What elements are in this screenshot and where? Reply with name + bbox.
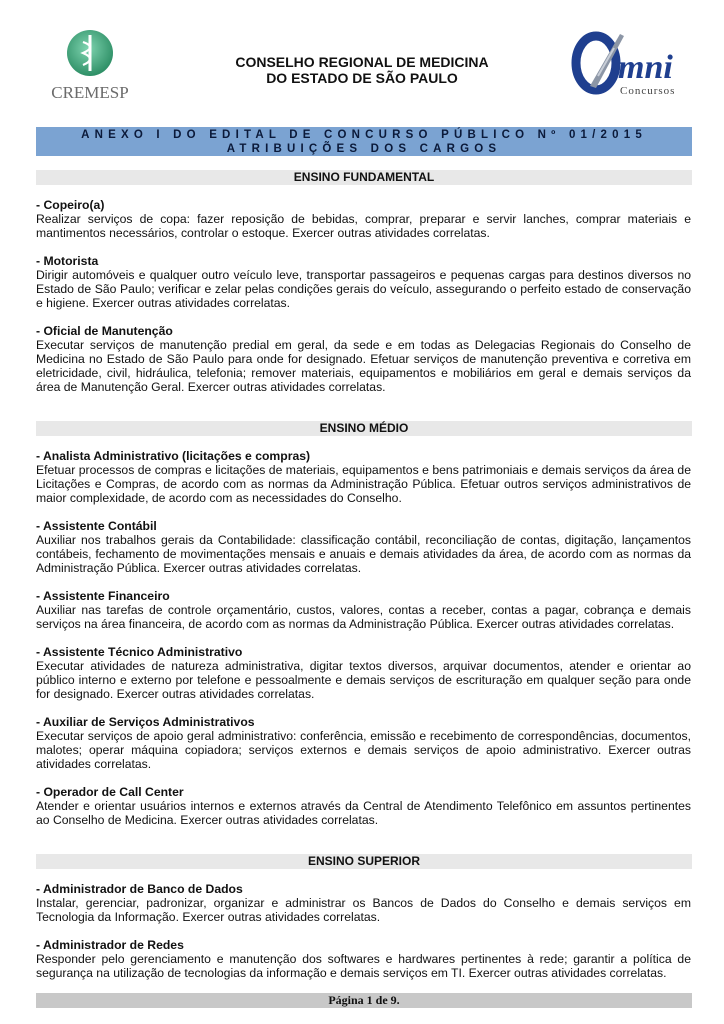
section-header-superior: ENSINO SUPERIOR xyxy=(36,854,692,869)
job-entry xyxy=(36,198,691,240)
job-title: - Assistente Técnico Administrativo xyxy=(36,645,243,659)
job-description: Responder pelo gerenciamento e manutenção dos softwares e hardwares pertinentes à rede; garantir a política de segurança na utilização de tecnologias da informação e demais serviços em TI. Exercer outras atividades correlatas. xyxy=(36,952,691,980)
section-header-fundamental: ENSINO FUNDAMENTAL xyxy=(36,170,692,185)
job-title: - Operador de Call Center xyxy=(36,785,184,799)
job-entry xyxy=(36,324,691,394)
job-description: Dirigir automóveis e qualquer outro veículo leve, transportar passageiros e pequenas cargas para destinos diversos no Estado de São Paulo; verificar e zelar pelas condições gerais do veículo, assegurando o perfeito estado de conservação e higiene. Exercer outras atividades correlatas. xyxy=(36,268,691,310)
job-entry xyxy=(36,589,691,631)
job-entry xyxy=(36,254,691,310)
job-title: - Copeiro(a) xyxy=(36,198,105,212)
title-line-1: CONSELHO REGIONAL DE MEDICINA xyxy=(235,54,489,70)
omni-logo xyxy=(568,26,696,100)
job-description: Atender e orientar usuários internos e externos através da Central de Atendimento Telefônico em assuntos pertinentes ao Conselho de Medicina. Exercer outras atividades correlatas. xyxy=(36,799,691,827)
job-entry xyxy=(36,938,691,980)
omni-logo-text: mni xyxy=(618,49,673,86)
job-entry xyxy=(36,449,691,505)
job-description: Auxiliar nas tarefas de controle orçamentário, custos, valores, contas a receber, contas a pagar, cobrança e demais serviços na área financeira, de acordo com as normas da Administração Pública. Exercer outras atividades correlatas. xyxy=(36,603,691,631)
page-title xyxy=(150,54,574,86)
banner-line-1: ANEXO I DO EDITAL DE CONCURSO PÚBLICO Nº 01/2015 xyxy=(81,129,647,141)
job-entry xyxy=(36,785,691,827)
cremesp-emblem-icon xyxy=(40,28,140,106)
job-description: Efetuar processos de compras e licitações de materiais, equipamentos e bens patrimoniais e demais serviços da área de Licitações e Compras, de acordo com as normas da Administração Pública. Efetuar outros serviços administrativos de maior complexidade, de acordo com as necessidades do Conselho. xyxy=(36,463,691,505)
job-title: - Auxiliar de Serviços Administrativos xyxy=(36,715,255,729)
job-entry xyxy=(36,882,691,924)
omni-emblem-icon xyxy=(568,26,696,100)
job-description: Executar serviços de manutenção predial em geral, da sede e em todas as Delegacias Regionais do Conselho de Medicina no Estado de São Paulo para onde for designado. Efetuar serviços de manutenção preventiva e corretiva em eletricidade, civil, hidráulica, telefonia; remover materiais, equipamentos e mobiliários em geral e demais serviços da área de Manutenção Geral. Exercer outras atividades correlatas. xyxy=(36,338,691,394)
section-header-medio: ENSINO MÉDIO xyxy=(36,421,692,436)
page-number-footer: Página 1 de 9. xyxy=(36,993,692,1008)
job-title: - Assistente Financeiro xyxy=(36,589,170,603)
job-title: - Administrador de Banco de Dados xyxy=(36,882,243,896)
job-description: Executar serviços de apoio geral administrativo: conferência, emissão e recebimento de correspondências, documentos, malotes; operar máquina copiadora; serviços externos e demais serviços de apoio administrativo. Exercer outras atividades correlatas. xyxy=(36,729,691,771)
omni-logo-subtext: Concursos xyxy=(620,85,676,97)
annex-banner xyxy=(36,127,692,156)
job-entry xyxy=(36,519,691,575)
banner-line-2: ATRIBUIÇÕES DOS CARGOS xyxy=(226,143,502,155)
job-title: - Analista Administrativo (licitações e compras) xyxy=(36,449,311,463)
cremesp-logo xyxy=(40,28,140,106)
job-entry xyxy=(36,645,691,701)
job-title: - Assistente Contábil xyxy=(36,519,157,533)
title-line-2: DO ESTADO DE SÃO PAULO xyxy=(266,70,458,86)
job-description: Instalar, gerenciar, padronizar, organizar e administrar os Bancos de Dados do Conselho e demais serviços em Tecnologia da Informação. Exercer outras atividades correlatas. xyxy=(36,896,691,924)
cremesp-logo-text: CREMESP xyxy=(51,83,129,102)
job-description: Executar atividades de natureza administrativa, digitar textos diversos, arquivar documentos, atender e orientar ao público interno e externo por telefone e pessoalmente e demais serviços de escrituração em qualquer seção para onde for designado. Exercer outras atividades correlatas. xyxy=(36,659,691,701)
job-title: - Motorista xyxy=(36,254,99,268)
job-description: Realizar serviços de copa: fazer reposição de bebidas, comprar, preparar e servir lanches, comprar materiais e mantimentos necessários, controlar o estoque. Exercer outras atividades correlatas. xyxy=(36,212,691,240)
job-entry xyxy=(36,715,691,771)
job-description: Auxiliar nos trabalhos gerais da Contabilidade: classificação contábil, reconciliação de contas, digitação, lançamentos contábeis, fechamento de movimentações mensais e anuais e demais atividades da área, de acordo com as normas da Administração Pública. Exercer outras atividades correlatas. xyxy=(36,533,691,575)
job-title: - Oficial de Manutenção xyxy=(36,324,173,338)
job-title: - Administrador de Redes xyxy=(36,938,184,952)
